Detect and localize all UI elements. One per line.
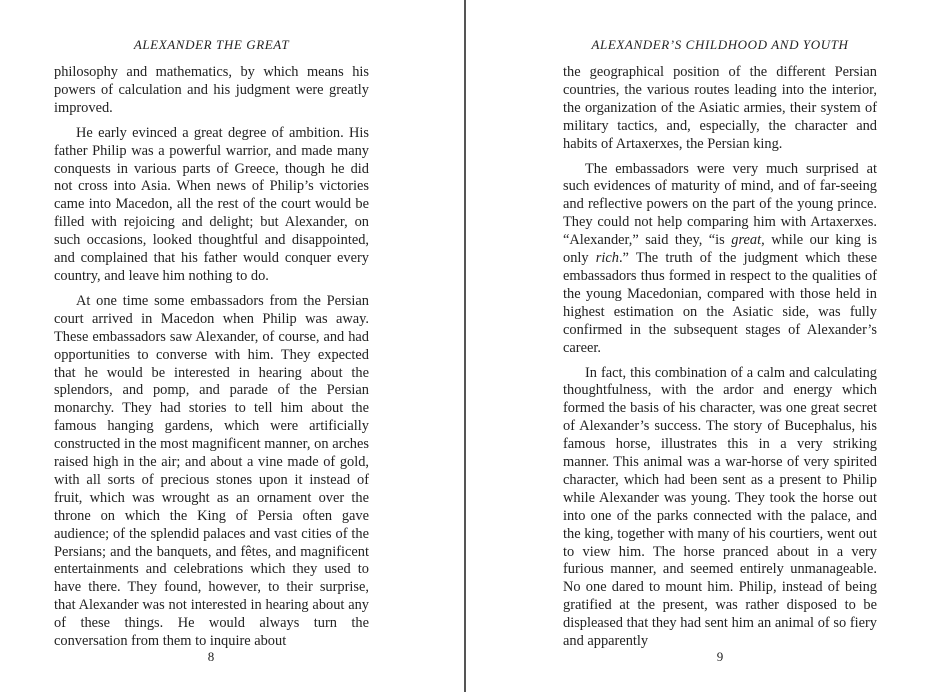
left-body-text (54, 64, 369, 658)
paragraph-text: The embassadors were very much surprised at such evidences of maturity of mind, and of far-seeing and reflective powers on the part of the young prince. They could not help comparing him with Artaxerxes. “Alexander,” said they, “is (563, 160, 877, 249)
paragraph-text: .” The truth of the judgment which these embassadors thus formed in respect to the qualities of the young Macedonian, compared with those held in highest estimation on the Asiatic side, was fully confirmed in the subsequent stages of Alexander’s career. (563, 250, 877, 356)
left-running-head: ALEXANDER THE GREAT (133, 37, 290, 52)
paragraph: He early evinced a great degree of ambition. His father Philip was a powerful warrior, and made many conquests in various parts of Greece, though he did not cross into Asia. When news of Philip’s victories came into Macedon, all the rest of the court would be filled with rejoicing and delight; but Alexander, on such occasions, looked thoughtful and disappointed, and complained that his father would conquer every country, and leave him nothing to do. (54, 124, 369, 284)
paragraph: At one time some embassadors from the Persian court arrived in Macedon when Philip was away. These embassadors saw Alexander, of course, and had opportunities to converse with him. They expected that he would be interested in hearing about the splendors, and pomp, and parade of the Persian monarchy. They had stories to tell him about the famous hanging gardens, which were artificially constructed in the most magnificent manner, on arches raised high in the air; and about a vine made of gold, with all sorts of precious stones upon it instead of fruit, which was wrought as an ornament over the throne on which the King of Persia often gave audience; of the splendid palaces and vast cities of the Persians; and the banquets, and fêtes, and magnificent entertainments and celebrations which they used to have there. They found, however, to their surprise, that Alexander was not interested in hearing about any of these things. He would always turn the conversation from them to inquire about (54, 292, 369, 650)
right-page-number: 9 (716, 649, 724, 664)
left-page (0, 0, 464, 692)
left-page-number: 8 (207, 649, 215, 664)
paragraph: philosophy and mathematics, by which means his powers of calculation and his judgment were greatly improved. (54, 64, 369, 116)
emphasis-text: great (731, 232, 762, 249)
paragraph (563, 161, 877, 358)
right-page (466, 0, 929, 692)
paragraph: the geographical position of the different Persian countries, the various routes leading into the interior, the organization of the Asiatic armies, their system of military tactics, and, especially, the character and habits of Artaxerxes, the Persian king. (563, 64, 877, 152)
right-running-head: ALEXANDER’S CHILDHOOD AND YOUTH (591, 37, 849, 52)
paragraph: In fact, this combination of a calm and calculating thoughtfulness, with the ardor and energy which formed the basis of his character, was one great secret of Alexander’s success. The story of Bucephalus, his famous horse, illustrates this in a very striking manner. This animal was a war-horse of very spirited character, which had been sent as a present to Philip while Alexander was young. They took the horse out into one of the parks connected with the palace, and the king, together with many of his courtiers, went out to view him. The horse pranced about in a very furious manner, and seemed entirely unmanageable. No one dared to mount him. Philip, instead of being gratified at the present, was rather disposed to be displeased that they had sent him an animal of so fiery and apparently (563, 364, 877, 650)
right-body-text (563, 64, 877, 658)
paragraph-text: , while our king is only (563, 232, 877, 267)
emphasis-text: rich (595, 250, 619, 267)
